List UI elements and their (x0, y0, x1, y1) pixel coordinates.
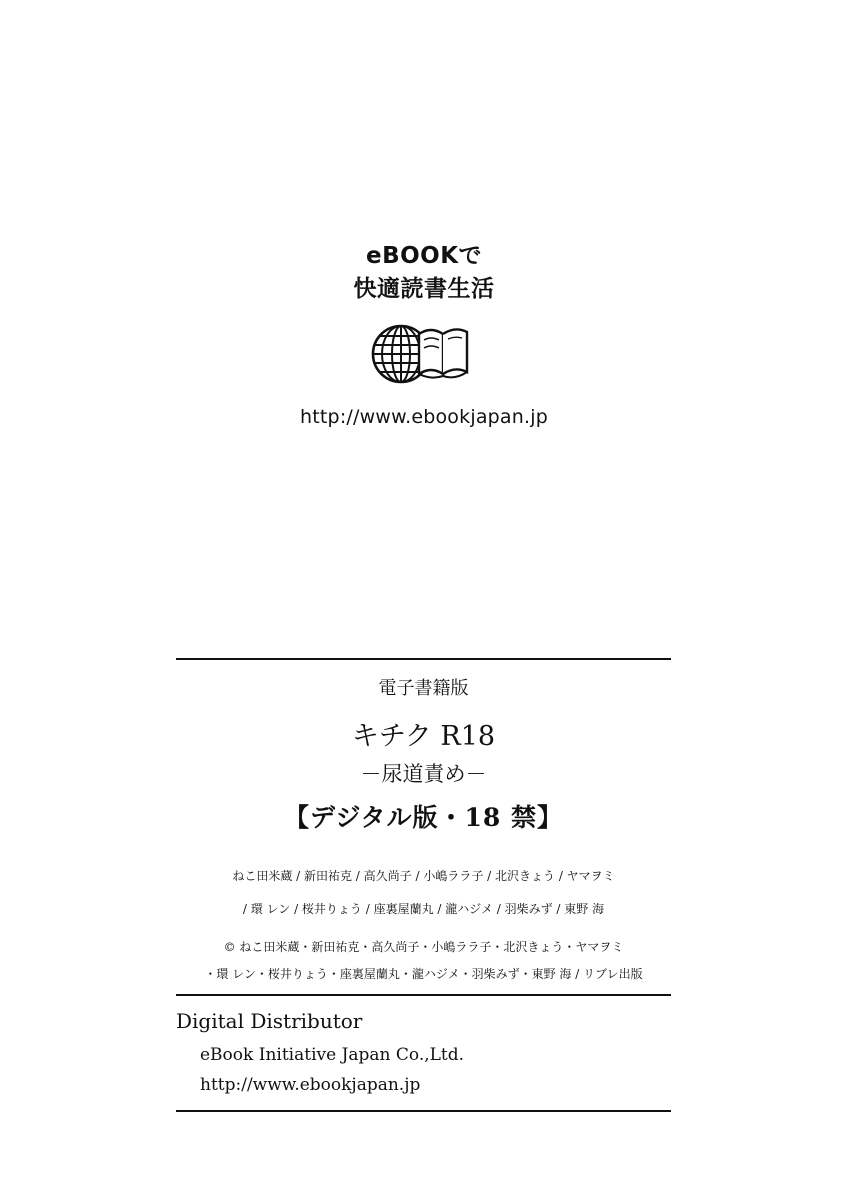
divider-top (176, 658, 671, 660)
copyright-line-1: © ねこ田米蔵・新田祐克・高久尚子・小嶋ララ子・北沢きょう・ヤマヲミ (223, 940, 624, 954)
author-line-2: / 環 レン / 桜井りょう / 座裏屋蘭丸 / 瀧ハジメ / 羽柴みず / 東野 海 (242, 902, 605, 916)
distributor-block (176, 996, 671, 1110)
promo-line-2: 快適読書生活 (353, 276, 495, 302)
ebook-promo (0, 240, 848, 428)
distributor-url: http://www.ebookjapan.jp (200, 1075, 421, 1095)
author-line-1: ねこ田米蔵 / 新田祐克 / 高久尚子 / 小嶋ララ子 / 北沢きょう / ヤマヲミ (232, 869, 615, 883)
edition-label: 電子書籍版 (378, 678, 469, 699)
distributor-company: eBook Initiative Japan Co.,Ltd. (200, 1045, 465, 1065)
promo-url: http://www.ebookjapan.jp (300, 406, 548, 428)
book-title: キチク R18 (351, 721, 496, 752)
copyright-line-2: ・環 レン・桜井りょう・座裏屋蘭丸・瀧ハジメ・羽柴みず・東野 海 / リブレ出版 (204, 967, 643, 981)
divider-bottom (176, 1110, 671, 1112)
colophon (176, 658, 671, 1112)
copyright-notice (176, 934, 671, 988)
globe-book-icon (369, 314, 479, 394)
edition-badge: 【デジタル版・18 禁】 (284, 803, 563, 832)
book-subtitle: －尿道責め－ (360, 762, 487, 786)
distributor-title: Digital Distributor (176, 1009, 363, 1033)
promo-line-1: eBOOKで (365, 243, 483, 269)
author-list (176, 860, 671, 926)
